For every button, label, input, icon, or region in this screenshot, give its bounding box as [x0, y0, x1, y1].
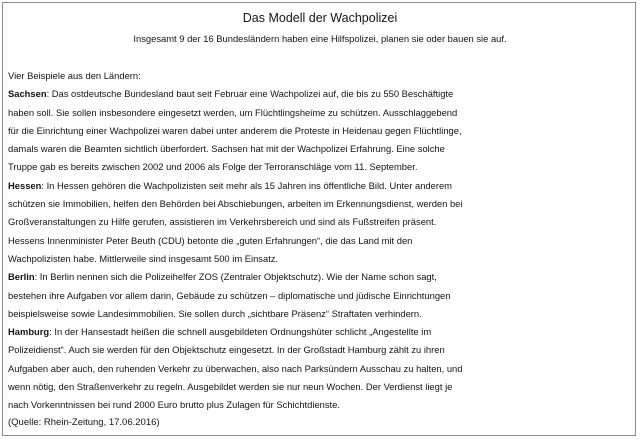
intro-line: Vier Beispiele aus den Ländern: [8, 70, 141, 81]
section-text-line: haben soll. Sie sollen insbesondere eingesetzt werden, um Flüchtlingsheime zu schützen. Ausschlaggebend [8, 106, 458, 118]
section-text-line: Großveranstaltungen zu Hilfe gerufen, assistieren im Verkehrsbereich und sind als Fußstreifen präsent. [8, 216, 437, 228]
section-sachsen [8, 85, 634, 176]
section-text-line: Hessens Innenminister Peter Beuth (CDU) betonte die „guten Erfahrungen“, die das Land mit den [8, 234, 413, 246]
source-note: (Quelle: Rhein-Zeitung, 17.06.2016) [8, 417, 160, 428]
section-text-line: Wachpolizisten habe. Mittlerweile sind insgesamt 500 im Einsatz. [8, 252, 279, 264]
section-text-line: : In Berlin nennen sich die Polizeihelfer ZOS (Zentraler Objektschutz). Wie der Name schon sagt, [34, 271, 437, 283]
section-text-line: : Das ostdeutsche Bundesland baut seit Februar eine Wachpolizei auf, die bis zu 550 Beschäftigte [46, 88, 454, 100]
page-title: Das Modell der Wachpolizei [242, 11, 398, 25]
section-name-berlin: Berlin [8, 271, 35, 283]
section-text-line: wenn nötig, den Straßenverkehr zu regeln. Ausgebildet werden sie nur neun Wochen. Der Verdienst liegt je [8, 381, 453, 393]
section-name-hessen: Hessen [8, 179, 42, 191]
section-hessen [8, 177, 634, 268]
section-text-line: Polizeidienst“. Auch sie werden für den Objektschutz eingesetzt. In der Großstadt Hamburg zählt zu ihren [8, 344, 445, 356]
section-text-line: Truppe gab es bereits zwischen 2002 und 2006 als Folge der Terroranschläge vom 11. September. [8, 161, 418, 173]
document-body [8, 67, 634, 415]
section-text-line: für die Einrichtung einer Wachpolizei waren dabei unter anderem die Proteste in Heidenau gegen Flüchtlinge, [8, 124, 462, 136]
section-text-line: nach Vorkenntnissen bei rund 2000 Euro brutto plus Zulagen für Schichtdienste. [8, 399, 340, 411]
section-hamburg [8, 323, 634, 414]
section-name-hamburg: Hamburg [8, 326, 50, 338]
page-subtitle: Insgesamt 9 der 16 Bundesländern haben eine Hilfspolizei, planen sie oder bauen sie auf. [133, 33, 507, 44]
section-text-line: beispielsweise sowie Landesimmobilien. Sie sollen durch „sichtbare Präsenz“ Straftaten verhindern. [8, 307, 422, 319]
section-text-line: : In der Hansestadt heißen die schnell ausgebildeten Ordnungshüter schlicht „Angestellte im [49, 326, 432, 338]
section-text-line: bestehen ihre Aufgaben vor allem darin, Gebäude zu schützen – diplomatische und jüdische Einrichtungen [8, 289, 451, 301]
section-text-line: schützen sie Immobilien, helfen den Behörden bei Abschiebungen, arbeiten im Erkennungsdienst, werden bei [8, 198, 463, 210]
section-berlin [8, 268, 634, 323]
section-text-line: Aufgaben aber auch, den ruhenden Verkehr zu überwachen, also nach Parksündern Ausschau zu halten, und [8, 362, 463, 374]
section-text-line: damals waren die Beamten sichtlich überfordert. Sachsen hat mit der Wachpolizei Erfahrung. Eine solche [8, 143, 445, 155]
section-name-sachsen: Sachsen [8, 88, 47, 100]
section-text-line: : In Hessen gehören die Wachpolizisten seit mehr als 15 Jahren ins öffentliche Bild. Unter anderem [41, 179, 452, 191]
